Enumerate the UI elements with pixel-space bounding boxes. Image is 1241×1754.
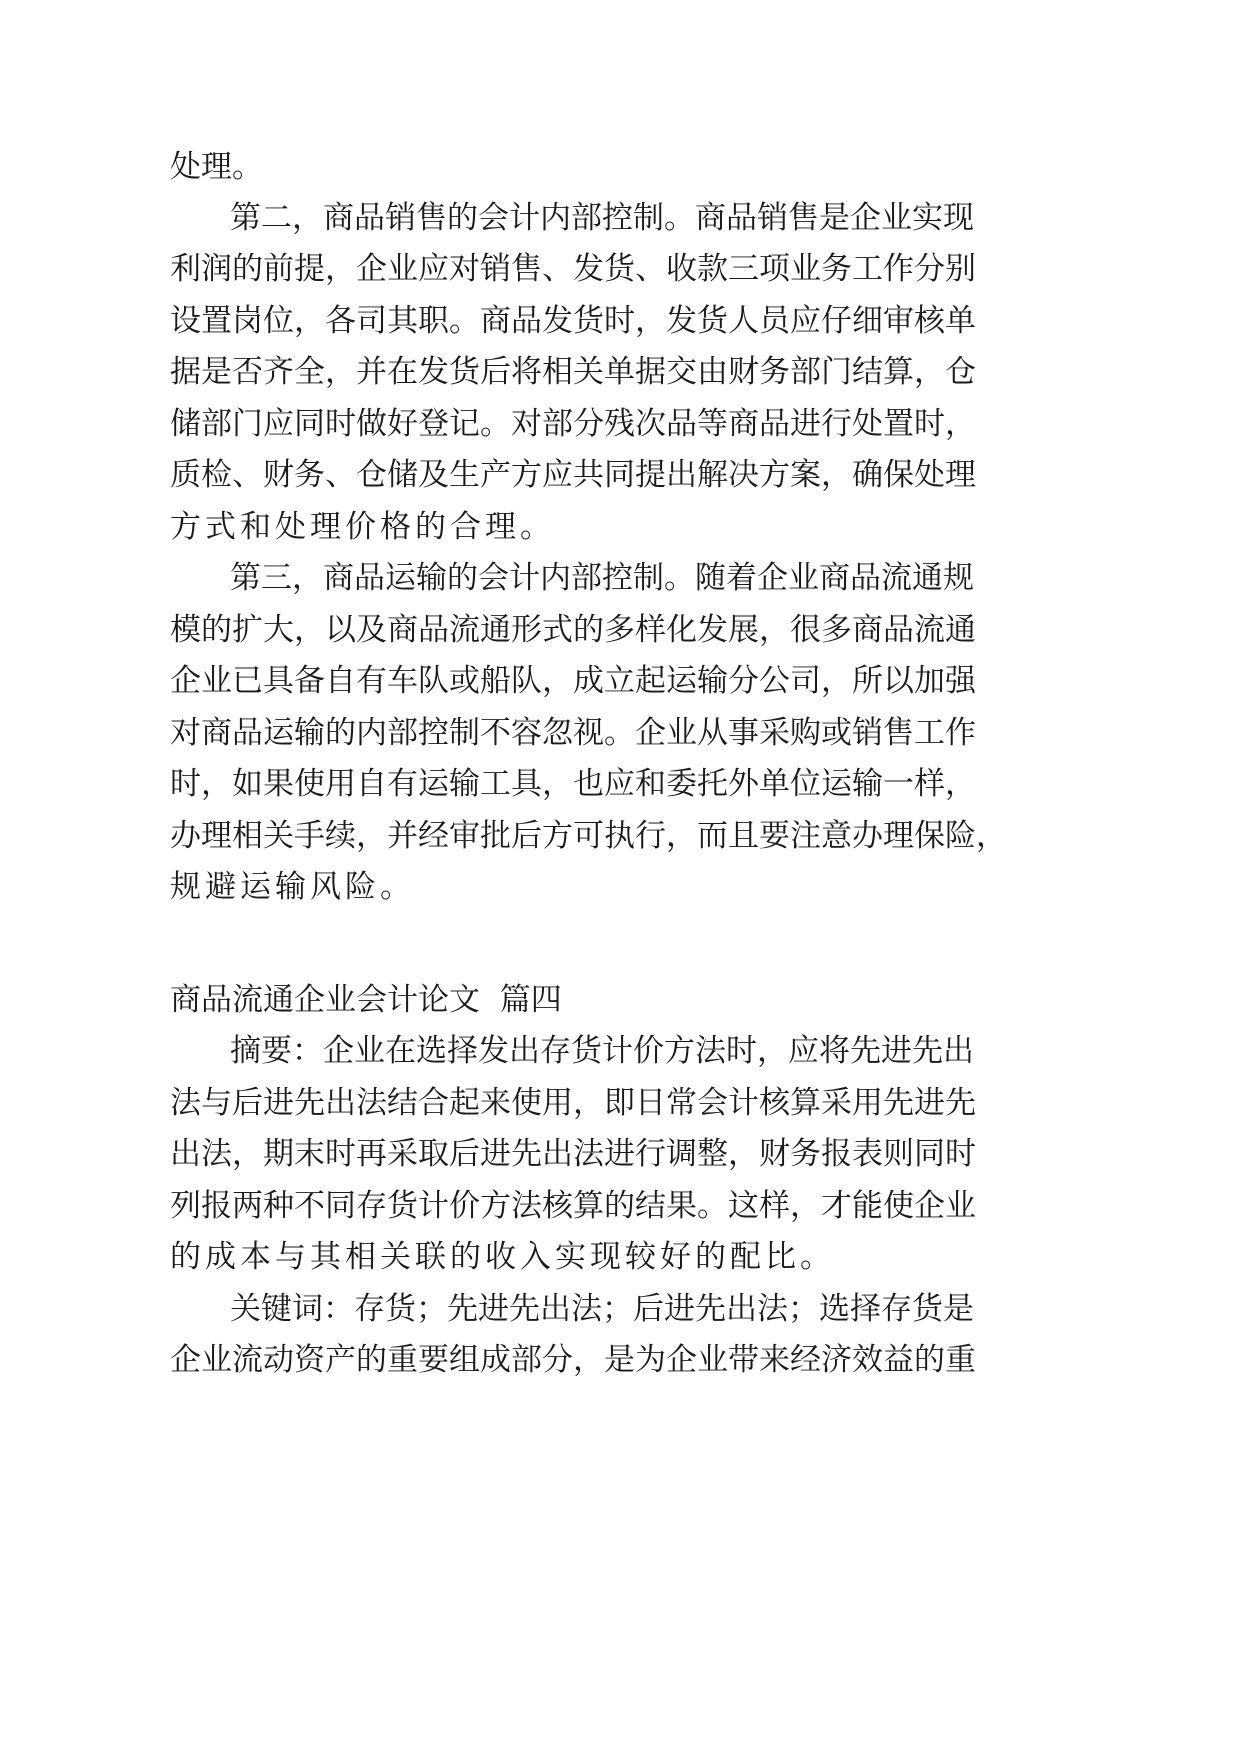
- paragraph-line: 规避运输风险。: [170, 869, 415, 905]
- paragraph-line: 关键词：存货；先进先出法；后进先出法；选择存货是: [230, 1291, 974, 1327]
- paragraph-line: 企业已具备自有车队或船队，成立起运输分公司，所以加强: [170, 663, 976, 699]
- paragraph-line: 第三，商品运输的会计内部控制。随着企业商品流通规: [230, 560, 974, 596]
- paragraph-line: 据是否齐全，并在发货后将相关单据交由财务部门结算，仓: [170, 354, 976, 390]
- paragraph-line: 方式和处理价格的合理。: [170, 509, 555, 545]
- paragraph-line: 法与后进先出法结合起来使用，即日常会计核算采用先进先: [170, 1085, 976, 1121]
- paragraph-line: 的成本与其相关联的收入实现较好的配比。: [170, 1239, 835, 1275]
- paragraph-line: 对商品运输的内部控制不容忽视。企业从事采购或销售工作: [170, 715, 976, 751]
- paragraph-line: 处理。: [170, 149, 263, 185]
- paragraph-line: 出法，期末时再采取后进先出法进行调整，财务报表则同时: [170, 1136, 976, 1172]
- paragraph-line: 储部门应同时做好登记。对部分残次品等商品进行处置时，: [170, 406, 976, 442]
- paragraph-line: 质检、财务、仓储及生产方应共同提出解决方案，确保处理: [170, 457, 976, 493]
- paragraph-line: 设置岗位，各司其职。商品发货时，发货人员应仔细审核单: [170, 303, 976, 339]
- paragraph-line: 办理相关手续，并经审批后方可执行，而且要注意办理保险，: [170, 818, 1007, 854]
- paragraph-line: 列报两种不同存货计价方法核算的结果。这样，才能使企业: [170, 1188, 976, 1224]
- paragraph-line: 企业流动资产的重要组成部分，是为企业带来经济效益的重: [170, 1342, 976, 1378]
- paragraph-line: 第二，商品销售的会计内部控制。商品销售是企业实现: [230, 200, 974, 236]
- section-heading: 商品流通企业会计论文 篇四: [170, 982, 562, 1018]
- paragraph-line: 利润的前提，企业应对销售、发货、收款三项业务工作分别: [170, 251, 976, 287]
- paragraph-line: 模的扩大，以及商品流通形式的多样化发展，很多商品流通: [170, 612, 976, 648]
- paragraph-line: 时，如果使用自有运输工具，也应和委托外单位运输一样，: [170, 766, 976, 802]
- paragraph-line: 摘要：企业在选择发出存货计价方法时，应将先进先出: [230, 1033, 974, 1069]
